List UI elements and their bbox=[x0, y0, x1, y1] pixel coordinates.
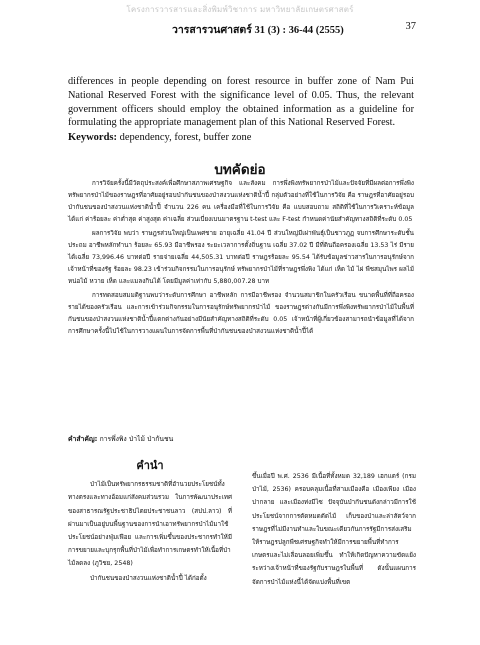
thai-keywords-text: การพึ่งพิง ป่าไม้ ป่ากันชน bbox=[99, 435, 174, 443]
english-abstract-tail: differences in people depending on forest resource in buffer zone of Nam Pui National Reserved Forest with the significance level of 0.05. Thus, the relevant government officers should employ the obtained information as a guideline for formulating the appropriate management plan of this National Reserved Forest. bbox=[68, 76, 414, 129]
introduction-left-column bbox=[68, 459, 232, 585]
introduction-paragraph: ป่ากันชนของป่าสงวนแห่งชาติน้ำปี้ ได้ก่อตั้ง bbox=[90, 574, 207, 582]
thai-keywords-label: คำสำคัญ: bbox=[68, 435, 98, 443]
thai-abstract-body bbox=[68, 178, 414, 338]
watermark-text: โครงการวารสารและสิ่งพิมพ์วิชาการ มหาวิทยาลัยเกษตรศาสตร์ bbox=[126, 5, 354, 14]
keywords-text: dependency, forest, buffer zone bbox=[119, 132, 252, 143]
page-number: 37 bbox=[405, 21, 416, 32]
introduction-right-column bbox=[252, 470, 416, 589]
running-head bbox=[0, 21, 480, 37]
keywords-label: Keywords: bbox=[68, 132, 117, 143]
introduction-title: คำนำ bbox=[136, 459, 164, 472]
journal-citation: วารสารวนศาสตร์ 31 (3) : 36-44 (2555) bbox=[172, 25, 344, 36]
abstract-paragraph: การวิจัยครั้งนี้มีวัตถุประสงค์เพื่อศึกษาสภาพเศรษฐกิจ และสังคม การพึ่งพิงทรัพยากรป่าไม้และปัจจัยที่มีผลต่อการพึ่งพิงทรัพยากรป่าไม้ของราษฎรที่อาศัยอยู่รอบป่ากันชนของป่าสงวนแห่งชาติน้ำปี้ กลุ่มตัวอย่างที่ใช้ในการวิจัย คือ ราษฎรที่อาศัยอยู่รอบป่ากันชนของป่าสงวนแห่งชาติน้ำปี้ จำนวน 226 คน เครื่องมือที่ใช้ในการวิจัย คือ แบบสอบถาม สถิติที่ใช้ในการวิเคราะห์ข้อมูล ได้แก่ ค่าร้อยละ ค่าต่ำสุด ค่าสูงสุด ค่าเฉลี่ย ส่วนเบี่ยงเบนมาตรฐาน t-test และ F-test กำหนดค่านัยสำคัญทางสถิติที่ระดับ 0.05 bbox=[68, 180, 414, 223]
abstract-paragraph: ผลการวิจัย พบว่า ราษฎรส่วนใหญ่เป็นเพศชาย อายุเฉลี่ย 41.04 ปี ส่วนใหญ่มีเผ่าพันธุ์เป็นชาวภูฏ จบการศึกษาระดับชั้นประถม อาชีพหลักทำนา ร้อยละ 65.93 มีอาชีพรอง ระยะเวลาการตั้งถิ่นฐาน เฉลี่ย 37.02 ปี มีที่ดินถือครองเฉลี่ย 13.53 ไร่ มีรายได้เฉลี่ย 73,996.46 บาทต่อปี รายจ่ายเฉลี่ย 44,505.31 บาทต่อปี ราษฎรร้อยละ 95.54 ได้รับข้อมูลข่าวสารในการอนุรักษ์จากเจ้าหน้าที่ของรัฐ ร้อยละ 98.23 เข้าร่วมกิจกรรมในการอนุรักษ์ ทรัพยากรป่าไม้ที่ราษฎรพึ่งพิง ได้แก่ เห็ด ไม้ ไผ่ พืชสมุนไพร ผลไม้ หน่อไม้ หวาย เห็ด และแมลงกินได้ โดยมีมูลค่าเท่ากับ 5,880,007.28 บาท bbox=[68, 230, 414, 285]
thai-keywords bbox=[68, 433, 414, 444]
thai-abstract-title: บทคัดย่อ bbox=[214, 162, 266, 178]
abstract-paragraph: การทดสอบสมมติฐานพบว่าระดับการศึกษา อาชีพหลัก การมีอาชีพรอง จำนวนสมาชิกในครัวเรือน ขนาดพื้นที่ที่ถือครอง รายได้ของครัวเรือน และการเข้าร่วมกิจกรรมในการอนุรักษ์ทรัพยากรป่าไม้ ของราษฎรต่างกันมีการพึ่งพิงทรัพยากรป่าไม้ในพื้นที่กันชนของป่าสงวนแห่งชาติน้ำปี้แตกต่างกันอย่างมีนัยสำคัญทางสถิติที่ระดับ 0.05 เจ้าหน้าที่ผู้เกี่ยวข้องสามารถนำข้อมูลที่ได้จากการศึกษาครั้งนี้ไปใช้ในการวางแผนในการจัดการพื้นที่ป่ากันชนของป่าสงวนแห่งชาติน้ำปี้ได้ bbox=[68, 292, 414, 335]
introduction-paragraph: ป่าไม้เป็นทรัพยากรธรรมชาติที่อำนวยประโยชน์ทั้งทางตรงและทางอ้อมแก่สังคมส่วนรวม ในการพัฒนาประเทศของสาธารณรัฐประชาธิปไตยประชาชนลาว (สปป.ลาว) ที่ผ่านมาเป็นอยู่บนพื้นฐานของการนำเอาทรัพยากรป่าไม้มาใช้ประโยชน์อย่างฟุ่มเฟือย และการเพิ่มขึ้นของประชากรทำให้มีการขยายและบุกรุกพื้นที่ป่าไม้เพื่อทำการเกษตรทำให้เนื้อที่ป่าไม้ลดลง (ภูวิชย, 2548) bbox=[68, 481, 232, 568]
introduction-paragraph: ขึ้นเมื่อปี พ.ศ. 2536 มีเนื้อที่ทั้งหมด 32,189 เฮกแตร์ (กรมป่าไม้, 2536) ครอบคลุมเนื้อที่สามเมืองคือ เมืองเพียง เมืองปากลาย และเมืองท่งมีไซ ปัจจุบันป่ากันชนดังกล่าวมีการใช้ประโยชน์จากการตัดหมดตัดไม้ เก็บของป่าและล่าสัตว์จากราษฎรที่ไม่มีงานทำและในขณะเดียวกันการรัฐมีการส่งเสริมให้ราษฎรปลูกพืชเศรษฐกิจทำให้มีการขยายพื้นที่ทำการเกษตรและไม่เลื่อนลอยเพิ่มขึ้น ทำให้เกิดปัญหาความขัดแย้งระหว่างเจ้าหน้าที่ของรัฐกับราษฎรในพื้นที่ ดังนั้นแผนการจัดการป่าไม้แห่งนี้ได้จัดแบ่งพื้นที่เขต bbox=[252, 473, 416, 586]
english-keywords bbox=[68, 132, 414, 143]
